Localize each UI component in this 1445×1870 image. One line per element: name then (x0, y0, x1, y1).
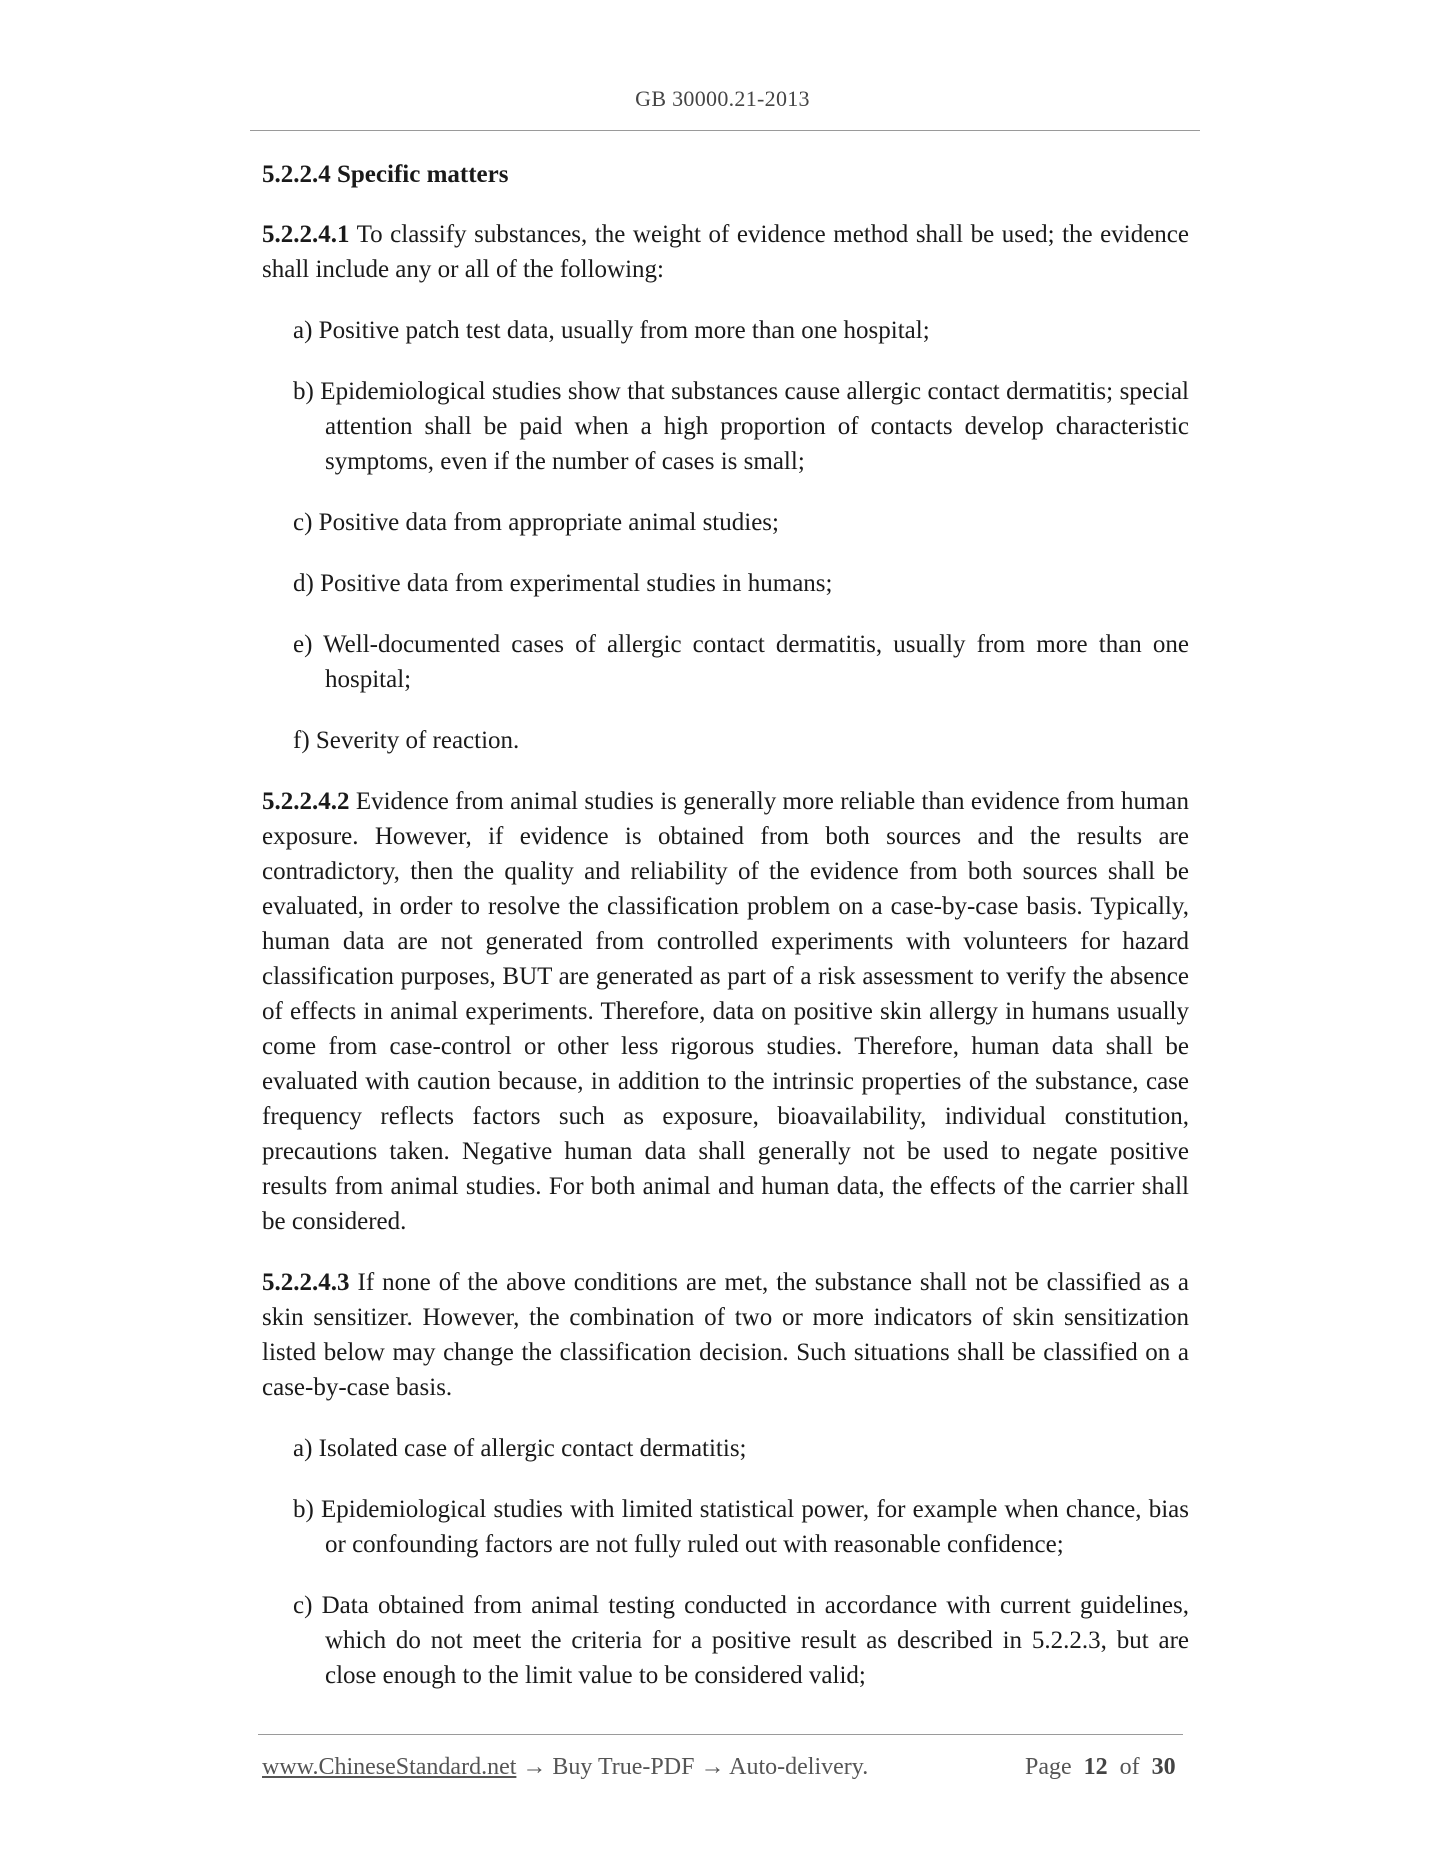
document-header-id: GB 30000.21-2013 (635, 86, 810, 111)
header-divider (250, 130, 1200, 131)
site-link[interactable]: www.ChineseStandard.net (262, 1754, 517, 1780)
auto-delivery-text: Auto-delivery. (729, 1754, 869, 1780)
clause-number: 5.2.2.4.2 (262, 788, 350, 815)
page-current: 12 (1083, 1754, 1108, 1780)
list-item: b) Epidemiological studies with limited statistical power, for example when chance, bias or confounding factors are not fully ruled out with reasonable confidence; (293, 1496, 1189, 1558)
footer-divider (258, 1734, 1183, 1735)
page-indicator (1025, 1754, 1176, 1781)
clause-5-2-2-4-2 (262, 784, 1189, 1239)
clause-text: Evidence from animal studies is generally more reliable than evidence from human exposure. However, if evidence is obtained from both sources and the results are contradictory, then the quality and reliability of the evidence from both sources shall be evaluated, in order to resolve the classification problem on a case-by-case basis. Typically, human data are not generated from controlled experiments with volunteers for hazard classification purposes, BUT are generated as part of a risk assessment to verify the absence of effects in animal experiments. Therefore, data on positive skin allergy in humans usually come from case-control or other less rigorous studies. Therefore, human data shall be evaluated with caution because, in addition to the intrinsic properties of the substance, case frequency reflects factors such as exposure, bioavailability, individual constitution, precautions taken. Negative human data shall generally not be used to negate positive results from animal studies. For both animal and human data, the effects of the carrier shall be considered. (262, 788, 1189, 1235)
clause-number: 5.2.2.4.3 (262, 1269, 350, 1296)
arrow-right-icon: → (700, 1754, 725, 1780)
footer-promo (262, 1754, 868, 1781)
list-item: e) Well-documented cases of allergic contact dermatitis, usually from more than one hospital; (293, 631, 1189, 693)
page-label: Page (1025, 1754, 1072, 1780)
list-item: c) Data obtained from animal testing conducted in accordance with current guidelines, which do not meet the criteria for a positive result as described in 5.2.2.3, but are close enough to the limit value to be considered valid; (293, 1592, 1189, 1689)
section-heading: 5.2.2.4 Specific matters (262, 161, 509, 188)
list-item: f) Severity of reaction. (293, 727, 520, 754)
of-label: of (1119, 1754, 1140, 1780)
page-body (262, 157, 1189, 1719)
list-item: b) Epidemiological studies show that substances cause allergic contact dermatitis; special attention shall be paid when a high proportion of contacts develop characteristic symptoms, even if the number of cases is small; (293, 378, 1189, 475)
clause-5-2-2-4-3 (262, 1265, 1189, 1405)
buy-pdf-text: Buy True-PDF (552, 1754, 695, 1780)
list-item: a) Positive patch test data, usually from more than one hospital; (293, 317, 930, 344)
clause-5-2-2-4-1 (262, 217, 1189, 287)
list-item: d) Positive data from experimental studies in humans; (293, 570, 833, 597)
list-item: a) Isolated case of allergic contact dermatitis; (293, 1435, 747, 1462)
list-item: c) Positive data from appropriate animal studies; (293, 509, 779, 536)
clause-number: 5.2.2.4.1 (262, 221, 350, 248)
clause-text: If none of the above conditions are met, the substance shall not be classified as a skin sensitizer. However, the combination of two or more indicators of skin sensitization listed below may change the classification decision. Such situations shall be classified on a case-by-case basis. (262, 1269, 1189, 1401)
clause-text: To classify substances, the weight of evidence method shall be used; the evidence shall include any or all of the following: (262, 221, 1189, 283)
arrow-right-icon: → (522, 1754, 547, 1780)
page-total: 30 (1151, 1754, 1176, 1780)
